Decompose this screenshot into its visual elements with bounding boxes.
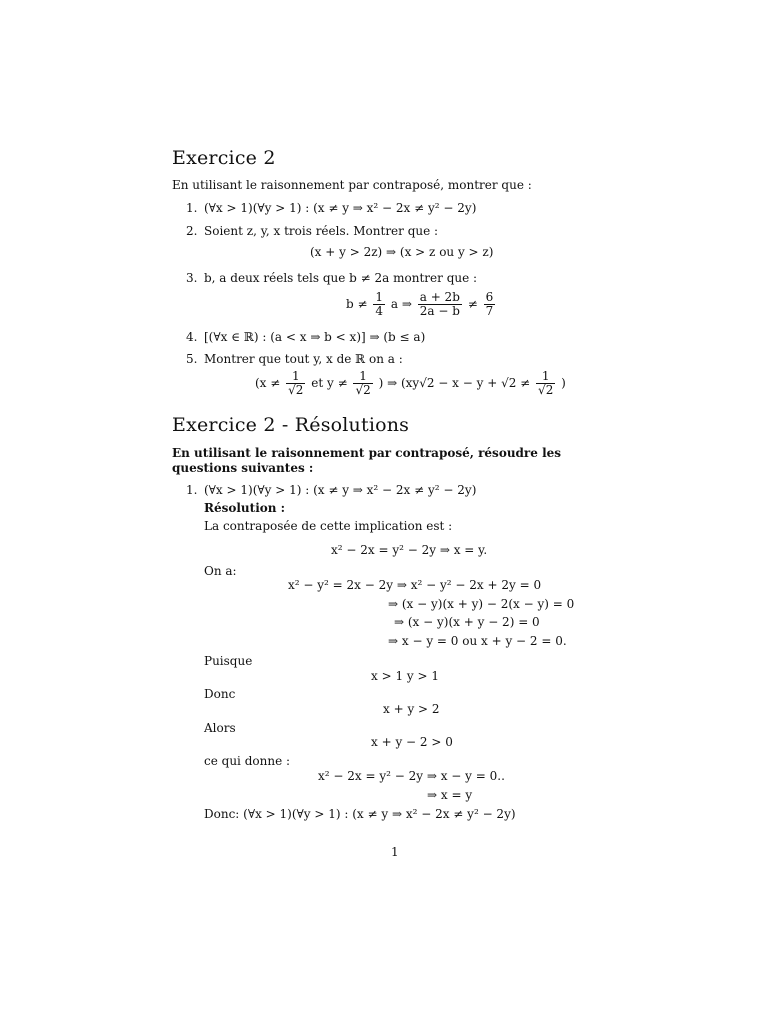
- formula-text: et y ≠: [311, 376, 348, 390]
- conclusion-text: Donc: (∀x > 1)(∀y > 1) : (x ≠ y ⇒ x² − 2x ≠ y² − 2y): [204, 807, 516, 821]
- item-statement: Montrer que tout y, x de ℝ on a :: [204, 352, 403, 366]
- display-formula: x > 1 y > 1: [371, 669, 439, 683]
- item-number: 5.: [186, 352, 198, 366]
- section-intro: En utilisant le raisonnement par contraposé, résoudre les questions suivantes :: [172, 446, 562, 475]
- formula-text: b ≠: [346, 297, 368, 311]
- body-text: On a:: [204, 564, 237, 578]
- body-text: ce qui donne :: [204, 754, 291, 768]
- item-statement: (∀x > 1)(∀y > 1) : (x ≠ y ⇒ x² − 2x ≠ y² − 2y): [204, 201, 477, 215]
- display-formula: [255, 370, 566, 397]
- body-text: Alors: [204, 721, 236, 735]
- body-text: Donc: [204, 687, 236, 701]
- exercise-intro: En utilisant le raisonnement par contraposé, montrer que :: [172, 178, 532, 192]
- item-number: 4.: [186, 330, 198, 344]
- formula-text: a ⇒: [390, 297, 412, 311]
- fraction-numerator: 6: [485, 290, 494, 304]
- display-formula: (x + y > 2z) ⇒ (x > z ou y > z): [310, 245, 494, 259]
- fraction-denominator: √2: [538, 383, 554, 397]
- item-number: 1.: [186, 483, 198, 497]
- fraction-numerator: 1: [536, 370, 555, 384]
- fraction-numerator: 1: [375, 290, 384, 304]
- equation-line: x² − y² = 2x − 2y ⇒ x² − y² − 2x + 2y = 0: [288, 578, 542, 592]
- item-statement: b, a deux réels tels que b ≠ 2a montrer que :: [204, 271, 478, 285]
- fraction: [484, 291, 496, 318]
- item-number: 3.: [186, 271, 198, 285]
- fraction-denominator: 2a − b: [419, 304, 460, 318]
- body-text: Puisque: [204, 654, 253, 668]
- equation-line: ⇒ x = y: [427, 788, 473, 802]
- fraction-denominator: 4: [375, 304, 384, 318]
- equation-line: ⇒ (x − y)(x + y − 2) = 0: [394, 615, 540, 629]
- formula-text: ≠: [467, 297, 478, 311]
- fraction: [418, 291, 462, 318]
- fraction-numerator: 1: [286, 370, 305, 384]
- item-number: 2.: [186, 224, 198, 238]
- fraction-numerator: 1: [353, 370, 372, 384]
- equation-line: x² − 2x = y² − 2y ⇒ x − y = 0..: [318, 769, 505, 783]
- item-number: 1.: [186, 201, 198, 215]
- exercise-title: Exercice 2: [172, 147, 276, 169]
- fraction: [286, 370, 305, 397]
- fraction-numerator: a + 2b: [419, 290, 460, 304]
- display-formula: x + y − 2 > 0: [371, 735, 453, 749]
- item-statement: Soient z, y, x trois réels. Montrer que :: [204, 224, 439, 238]
- fraction: [353, 370, 372, 397]
- equation-line: ⇒ x − y = 0 ou x + y − 2 = 0.: [388, 634, 567, 648]
- fraction: [373, 291, 385, 318]
- formula-text: ): [561, 376, 566, 390]
- item-statement: [(∀x ∈ ℝ) : (a < x ⇒ b < x)] ⇒ (b ≤ a): [204, 330, 426, 344]
- display-formula: x + y > 2: [383, 702, 440, 716]
- display-formula: [346, 291, 497, 318]
- fraction-denominator: √2: [288, 383, 304, 397]
- fraction-denominator: √2: [355, 383, 371, 397]
- formula-text: (x ≠: [255, 376, 281, 390]
- resolution-label: Résolution :: [204, 501, 286, 515]
- body-text: La contraposée de cette implication est :: [204, 519, 453, 533]
- fraction-denominator: 7: [485, 304, 494, 318]
- display-formula: x² − 2x = y² − 2y ⇒ x = y.: [331, 543, 488, 557]
- item-statement: (∀x > 1)(∀y > 1) : (x ≠ y ⇒ x² − 2x ≠ y² − 2y): [204, 483, 477, 497]
- formula-text: ) ⇒ (xy√2 − x − y + √2 ≠: [378, 376, 531, 390]
- fraction: [536, 370, 555, 397]
- section-title: Exercice 2 - Résolutions: [172, 414, 410, 436]
- equation-line: ⇒ (x − y)(x + y) − 2(x − y) = 0: [388, 597, 575, 611]
- page-number: 1: [391, 845, 399, 859]
